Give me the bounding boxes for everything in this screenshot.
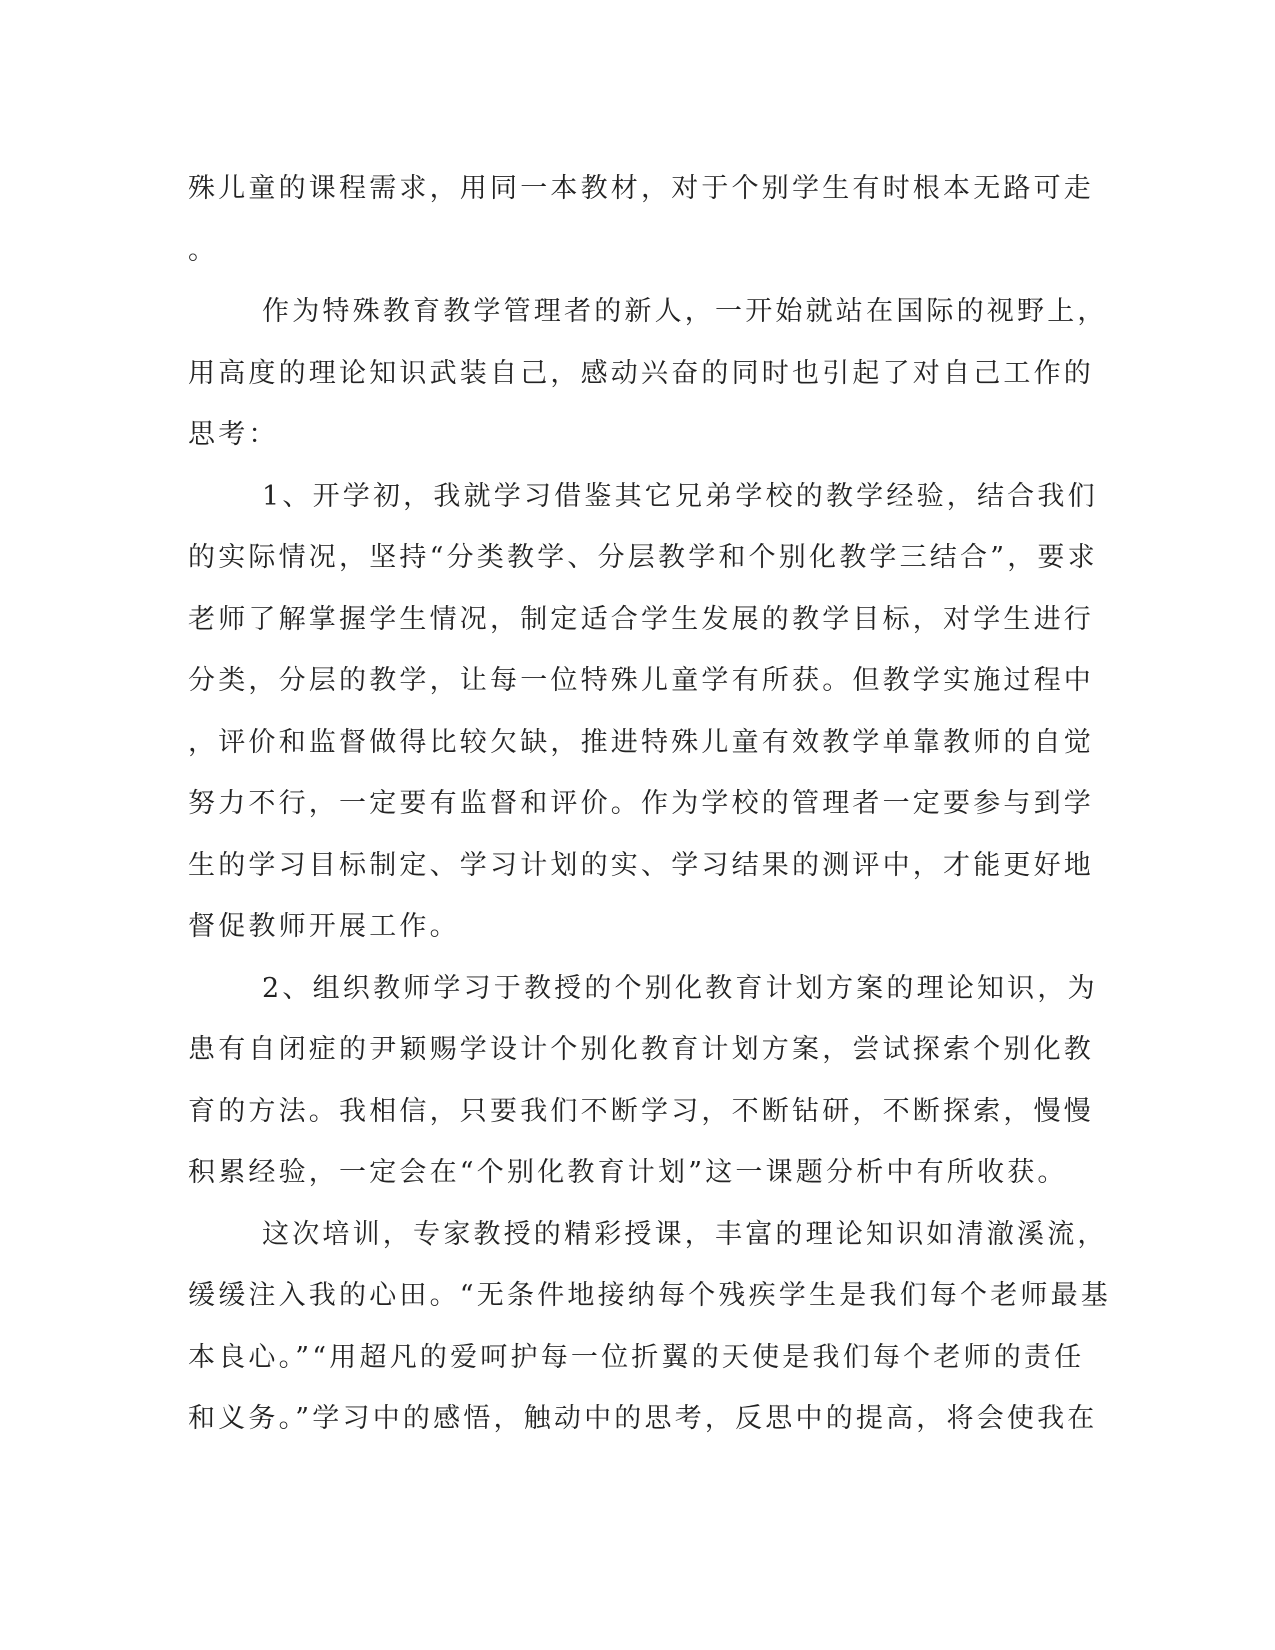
text-line: 分类，分层的教学，让每一位特殊儿童学有所获。但教学实施过程中 bbox=[188, 665, 1094, 696]
text-line: 患有自闭症的尹颖赐学设计个别化教育计划方案，尝试探索个别化教 bbox=[188, 1034, 1094, 1065]
paragraph-start-line: 1、开学初，我就学习借鉴其它兄弟学校的教学经验，结合我们 bbox=[262, 480, 1098, 512]
text-line: 督促教师开展工作。 bbox=[188, 911, 460, 942]
text-line: 努力不行，一定要有监督和评价。作为学校的管理者一定要参与到学 bbox=[188, 788, 1094, 819]
text-line: 积累经验，一定会在“个别化教育计划”这一课题分析中有所收获。 bbox=[188, 1157, 1068, 1188]
body-text bbox=[188, 158, 1112, 1450]
text-line: ，评价和监督做得比较欠缺，推进特殊儿童有效教学单靠教师的自觉 bbox=[188, 726, 1094, 758]
text-line: 和义务。”学习中的感悟，触动中的思考，反思中的提高，将会使我在 bbox=[188, 1403, 1098, 1434]
text-line: 思考： bbox=[188, 419, 279, 450]
text-line: 缓缓注入我的心田。“无条件地接纳每个残疾学生是我们每个老师最基 bbox=[188, 1280, 1112, 1311]
text-line: 老师了解掌握学生情况，制定适合学生发展的教学目标，对学生进行 bbox=[188, 603, 1094, 635]
paragraph-start-line: 这次培训，专家教授的精彩授课，丰富的理论知识如清澈溪流， bbox=[262, 1218, 1108, 1250]
text-line: 用高度的理论知识武装自己，感动兴奋的同时也引起了对自己工作的 bbox=[188, 357, 1094, 389]
text-line: 的实际情况，坚持“分类教学、分层教学和个别化教学三结合”，要求 bbox=[188, 542, 1098, 573]
paragraph-start-line: 作为特殊教育教学管理者的新人，一开始就站在国际的视野上， bbox=[262, 296, 1108, 327]
text-line: 育的方法。我相信，只要我们不断学习，不断钻研，不断探索，慢慢 bbox=[188, 1095, 1094, 1127]
text-line: 生的学习目标制定、学习计划的实、学习结果的测评中，才能更好地 bbox=[188, 849, 1094, 881]
text-line: 本良心。”“用超凡的爱呵护每一位折翼的天使是我们每个老师的责任 bbox=[188, 1341, 1085, 1373]
text-line: 。 bbox=[188, 234, 219, 266]
text-line: 殊儿童的课程需求，用同一本教材，对于个别学生有时根本无路可走 bbox=[188, 173, 1094, 204]
paragraph-start-line: 2、组织教师学习于教授的个别化教育计划方案的理论知识，为 bbox=[262, 972, 1098, 1004]
